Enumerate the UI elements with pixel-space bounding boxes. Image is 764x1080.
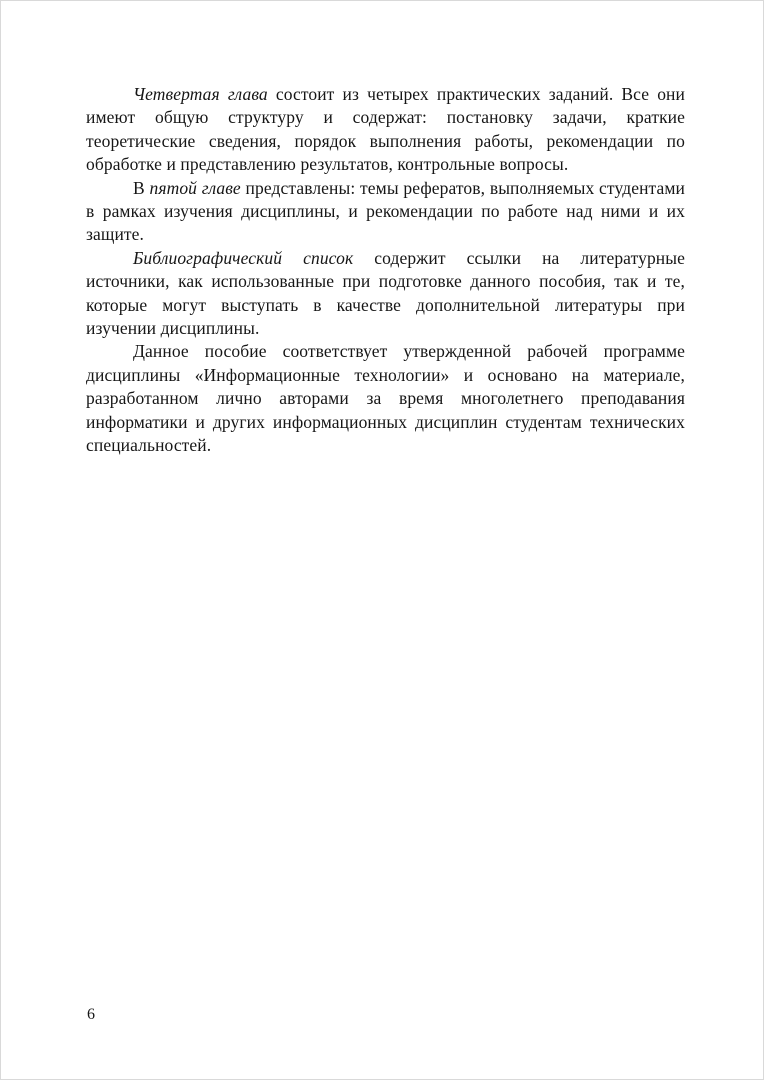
text-segment: содержит ссылки на литературные источники, как использованные при подготовке данного пособия, так и те, которые могут выступать в качестве дополнительной литературы при изучении дисциплины. — [86, 247, 685, 339]
paragraph — [86, 247, 685, 341]
text-segment: состоит из четырех практических заданий. Все они имеют общую структуру и содержат: постановку задачи, краткие теоретические сведения, порядок выполнения работы, рекомендации по обработке и представлению результатов, контрольные вопросы. — [86, 84, 685, 175]
text-block — [86, 83, 685, 458]
text-segment: пятой главе — [149, 177, 241, 198]
text-segment: Данное пособие соответствует утвержденной рабочей программе дисциплины «Информационные технологии» и основано на материале, разработанном лично авторами за время многолетнего преподавания информатики и других информационных дисциплин студентам технических специальностей. — [86, 341, 685, 456]
text-segment: представлены: темы рефератов, выполняемых студентами в рамках изучения дисциплины, и рекомендации по работе над ними и их защите. — [86, 177, 685, 245]
text-segment: Четвертая глава — [133, 84, 268, 104]
text-segment: В — [133, 177, 150, 198]
page-number: 6 — [87, 1006, 95, 1023]
paragraph — [86, 83, 685, 177]
text-segment: Библиографический список — [133, 247, 354, 268]
paragraph — [86, 177, 685, 247]
paragraph — [86, 340, 685, 457]
